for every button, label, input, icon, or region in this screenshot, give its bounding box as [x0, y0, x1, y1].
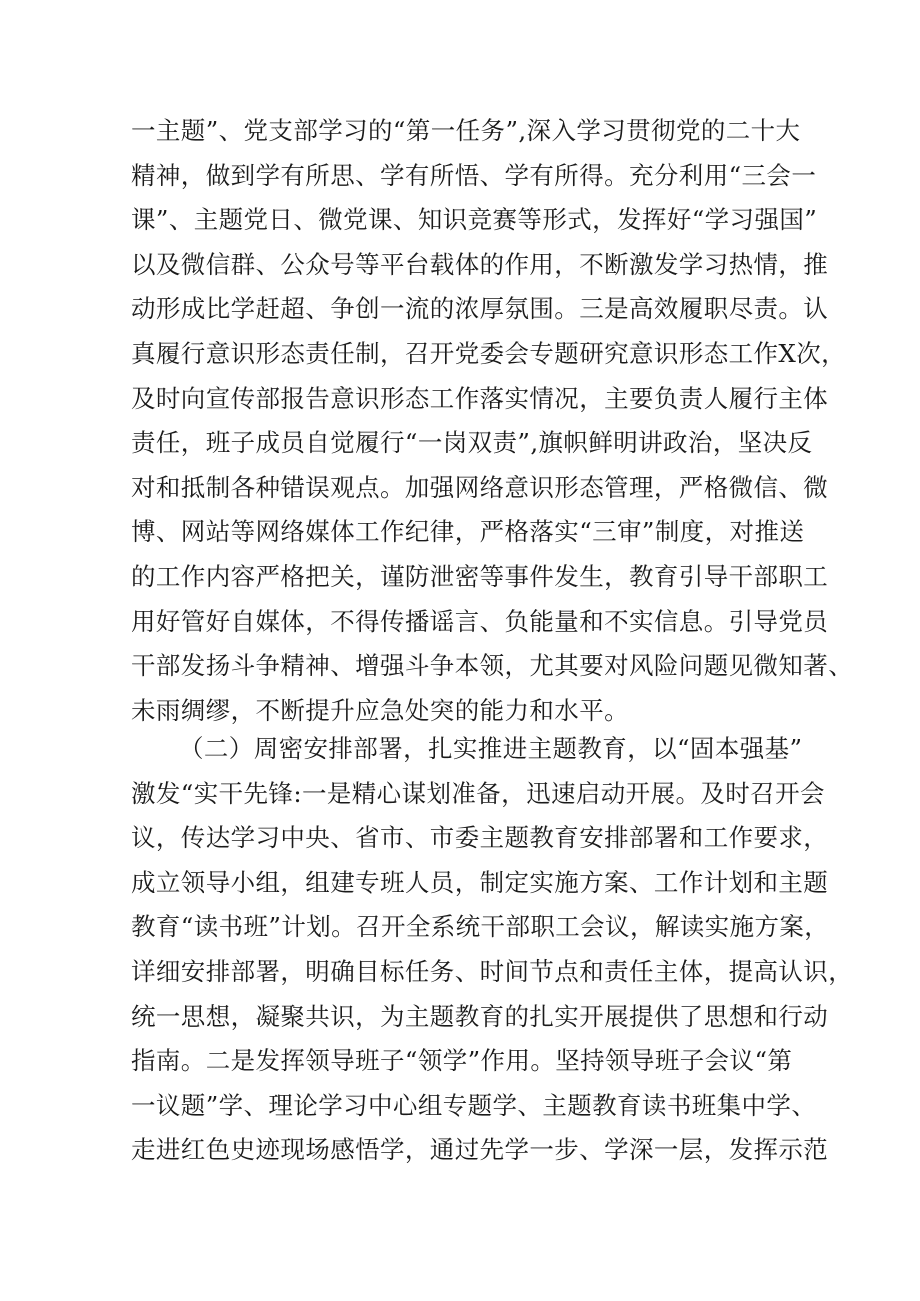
text-line: 议，传达学习中央、省市、市委主题教育安排部署和工作要求， — [131, 823, 829, 853]
paragraph-2 — [131, 727, 854, 1173]
paragraph-1 — [131, 109, 854, 733]
text-line: 成立领导小组，组建专班人员，制定实施方案、工作计划和主题 — [131, 867, 829, 897]
text-line: 以及微信群、公众号等平台载体的作用，不断激发学习热情，推 — [131, 249, 829, 279]
text-line: 博、网站等网络媒体工作纪律，严格落实“三审”制度，对推送 — [131, 517, 805, 547]
text-line: 用好管好自媒体，不得传播谣言、负能量和不实信息。引导党员 — [131, 606, 829, 636]
text-line: 统一思想，凝聚共识，为主题教育的扎实开展提供了思想和行动 — [131, 1001, 829, 1031]
text-line: 指南。二是发挥领导班子“领学”作用。坚持领导班子会议“第 — [131, 1046, 793, 1076]
text-line: 激发“实干先锋:一是精心谋划准备，迅速启动开展。及时召开会 — [131, 778, 825, 808]
text-line-indented: （二）周密安排部署，扎实推进主题教育，以“固本强基” — [179, 734, 803, 763]
text-line: 教育“读书班”计划。召开全系统干部职工会议，解读实施方案， — [131, 912, 830, 942]
text-line: 未雨绸缪，不断提升应急处突的能力和水平。 — [131, 695, 629, 725]
text-line: 详细安排部署，明确目标任务、时间节点和责任主体，提高认识， — [131, 956, 854, 986]
text-line: 干部发扬斗争精神、增强斗争本领，尤其要对风险问题见微知著、 — [131, 651, 854, 681]
text-line: 对和抵制各种错误观点。加强网络意识形态管理，严格微信、微 — [131, 472, 829, 502]
text-line: 动形成比学赶超、争创一流的浓厚氛围。三是高效履职尽责。认 — [131, 294, 829, 324]
text-line: 及时向宣传部报告意识形态工作落实情况，主要负责人履行主体 — [131, 383, 829, 413]
text-line: 精神，做到学有所思、学有所悟、学有所得。充分利用“三会一 — [131, 160, 817, 190]
text-line: 一议题”学、理论学习中心组专题学、主题教育读书班集中学、 — [131, 1090, 817, 1120]
text-line: 的工作内容严格把关，谨防泄密等事件发生，教育引导干部职工 — [131, 561, 829, 591]
text-line: 一主题”、党支部学习的“第一任务”,深入学习贯彻党的二十大 — [131, 116, 801, 145]
text-line: 责任，班子成员自觉履行“一岗双责”,旗帜鲜明讲政治，坚决反 — [131, 428, 813, 458]
text-line: 真履行意识形态责任制，召开党委会专题研究意识形态工作X次， — [131, 338, 847, 368]
text-line: 课”、主题党日、微党课、知识竞赛等形式，发挥好“学习强国” — [131, 205, 818, 235]
text-line: 走进红色史迹现场感悟学，通过先学一步、学深一层，发挥示范 — [131, 1135, 829, 1165]
